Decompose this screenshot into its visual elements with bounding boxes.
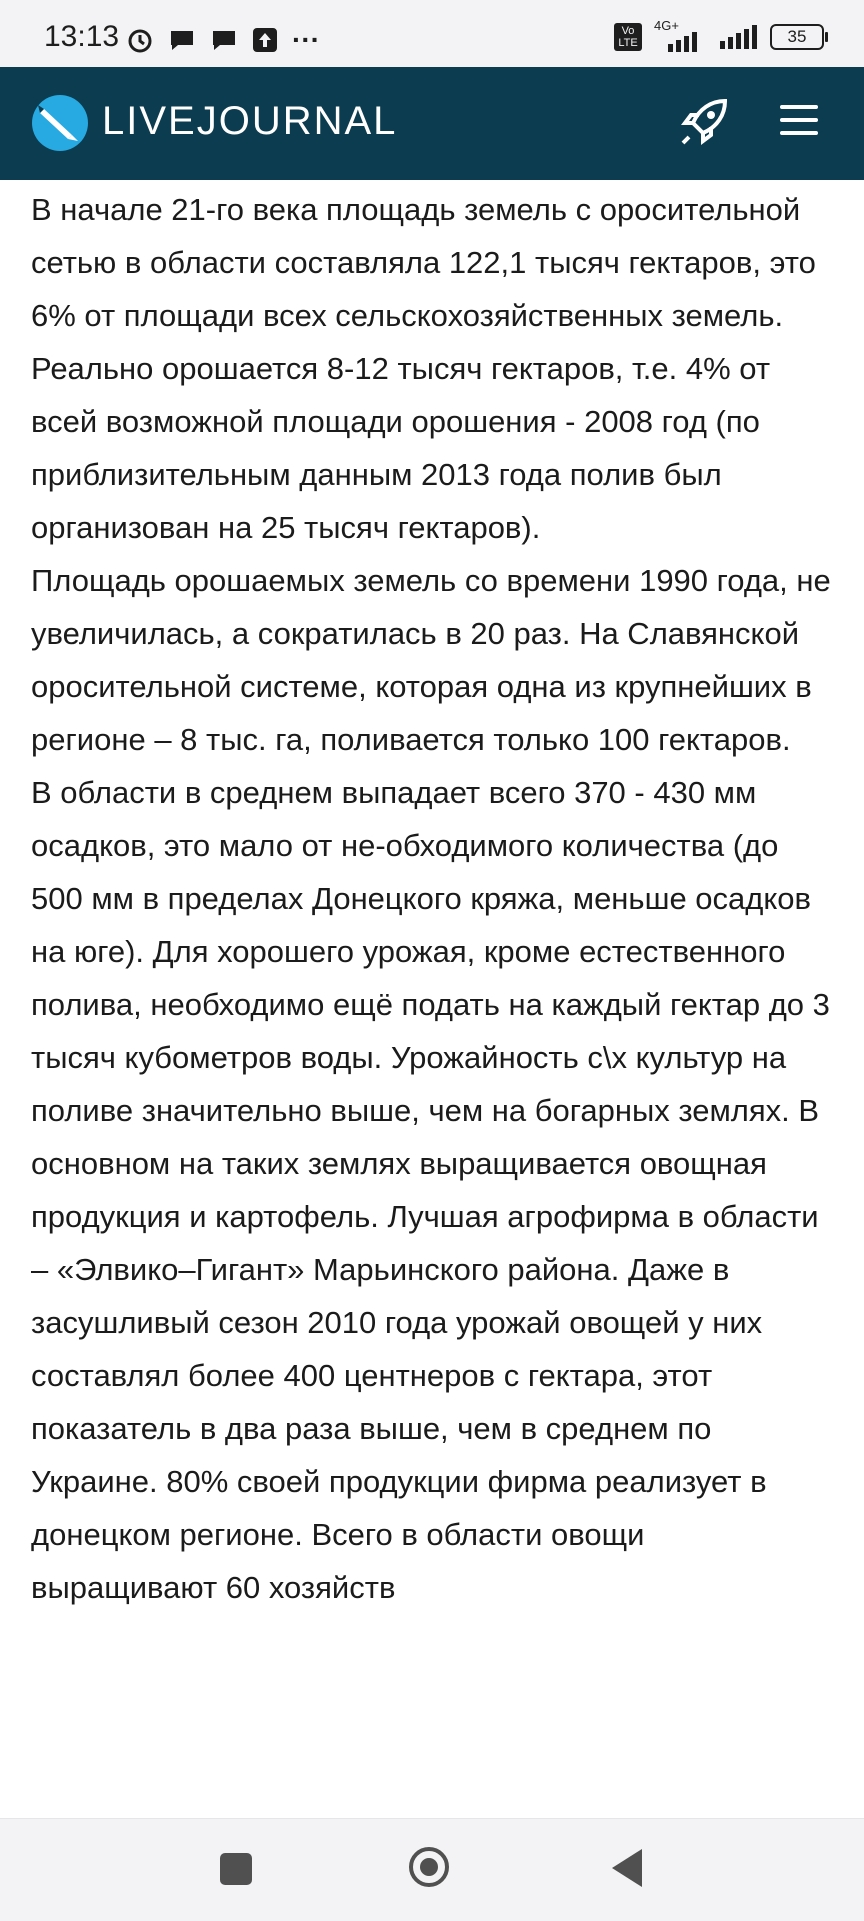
back-triangle-icon[interactable] xyxy=(612,1849,642,1887)
battery-icon: 35 xyxy=(770,24,824,50)
app-title[interactable]: LIVEJOURNAL xyxy=(102,99,398,143)
status-bar xyxy=(0,0,864,67)
app-header xyxy=(0,67,864,180)
notification-icons xyxy=(126,24,320,56)
signal-4g-icon: 4G+ xyxy=(654,22,706,52)
chat-bubble-icon xyxy=(210,27,238,53)
upload-icon xyxy=(252,27,278,53)
article-paragraph: В области в среднем выпадает всего 370 - 430 мм осадков, это мало от не-обходимого количества (до 500 мм в пределах Донецкого кряжа, меньше осадков на юге). Для хорошего урожая, кроме естественного полива, необходимо ещё подать на каждый гектар до 3 тысяч кубометров воды. Урожайность с\х культур на поливе значительно выше, чем на богарных землях. В основном на таких землях выращивается овощная продукция и картофель. Лучшая агрофирма в области – «Элвико–Гигант» Марьинского района. Даже в засушливый сезон 2010 года урожай овощей у них составлял более 400 центнеров с гектара, этот показатель в два раза выше, чем в среднем по Украине. 80% своей продукции фирма реализует в донецком регионе. Всего в области овощи выращивают 60 хозяйств xyxy=(31,775,830,1605)
clock: 13:13 xyxy=(44,20,120,53)
chat-bubble-icon xyxy=(168,27,196,53)
volte-icon: Vo LTE xyxy=(614,23,642,51)
system-icons xyxy=(614,18,824,52)
article-body xyxy=(31,130,831,1614)
hamburger-menu-icon[interactable] xyxy=(780,105,818,144)
alarm-icon xyxy=(126,26,154,54)
signal-icon xyxy=(718,25,758,49)
recents-square-icon[interactable] xyxy=(220,1853,252,1885)
more-indicator: ··· xyxy=(292,24,320,55)
system-navigation-bar xyxy=(0,1818,864,1921)
article-paragraph: Площадь орошаемых земель со времени 1990 года, не увеличилась, а сократилась в 20 раз. На Славянской оросительной системе, которая одна из крупнейших в регионе – 8 тыс. га, поливается только 100 гектаров. xyxy=(31,563,831,757)
rocket-icon[interactable] xyxy=(677,95,731,149)
article-paragraph: В начале 21-го века площадь земель с оросительной сетью в области составляла 122,1 тысяч гектаров, это 6% от площади всех сельскохозяйственных земель. Реально орошается 8-12 тысяч гектаров, т.е. 4% от всей возможной площади орошения - 2008 год (по приблизительным данным 2013 года полив был организован на 25 тысяч гектаров). xyxy=(31,192,816,545)
livejournal-logo-icon[interactable] xyxy=(30,93,90,153)
home-circle-icon[interactable] xyxy=(409,1847,449,1887)
